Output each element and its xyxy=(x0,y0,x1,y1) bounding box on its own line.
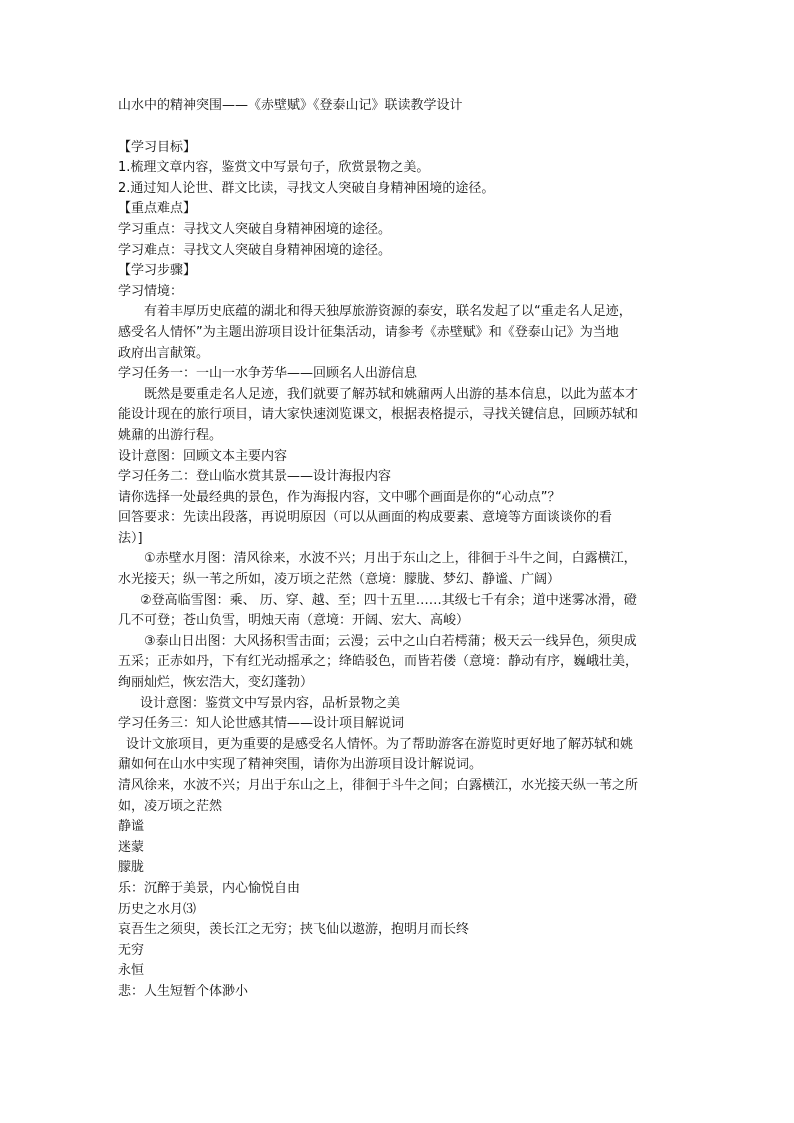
keyword: 无穷 xyxy=(118,942,145,958)
quote-line: 如，凌万顷之茫然 xyxy=(118,798,223,814)
scene-1-line: 水光接天；纵一苇之所如，凌万顷之茫然（意境：朦胧、梦幻、静谧、广阔） xyxy=(118,572,561,588)
quote-line: 清风徐来，水波不兴；月出于东山之上，徘徊于斗牛之间；白露横江，水光接天纵一苇之所 xyxy=(118,778,639,793)
heading-learning-goals: 【学习目标】 xyxy=(118,139,197,155)
heading-learning-steps: 【学习步骤】 xyxy=(118,263,197,279)
task-1-paragraph-line: 姚鼐的出游行程。 xyxy=(118,427,223,443)
scene-1-line: ①赤壁水月图：清风徐来，水波不兴；月出于东山之上，徘徊于斗牛之间，白露横江， xyxy=(144,551,637,567)
design-intent-1: 设计意图：回顾文本主要内容 xyxy=(118,448,288,464)
scene-3-line: ③泰山日出图：大风扬积雪击面；云漫；云中之山白若樗蒲；极天云一线异色，须臾成 xyxy=(144,633,637,649)
keyword: 迷蒙 xyxy=(118,839,145,855)
situation-label: 学习情境： xyxy=(118,283,184,299)
task-2-question: 请你选择一处最经典的景色，作为海报内容，文中哪个画面是你的“心动点”？ xyxy=(118,489,561,505)
situation-paragraph-line: 有着丰厚历史底蕴的湖北和得天独厚旅游资源的泰安，联名发起了以“重走名人足迹， xyxy=(144,304,632,320)
goal-1: 1.梳理文章内容，鉴赏文中写景句子，欣赏景物之美。 xyxy=(118,160,430,176)
scene-2-line: ②登高临雪图：乘、 历、穿、越、至；四十五里……其级七千有余；道中迷雾冰滑，磴 xyxy=(140,592,637,608)
task-2-heading: 学习任务二：登山临水赏其景——设计海报内容 xyxy=(118,469,392,485)
scene-3-line: 五采；正赤如丹，下有红光动摇承之；绛皓驳色，而皆若偻（意境：静动有序，巍峨壮美， xyxy=(118,654,639,670)
emotion-sorrow: 悲：人生短暂个体渺小 xyxy=(118,983,249,999)
emotion-joy: 乐：沉醉于美景，内心愉悦自由 xyxy=(118,880,301,896)
scene-3-line: 绚丽灿烂，恢宏浩大，变幻蓬勃） xyxy=(118,675,314,691)
situation-paragraph-line: 政府出言献策。 xyxy=(118,345,210,361)
keyword: 朦胧 xyxy=(118,860,145,876)
keyword: 永恒 xyxy=(118,963,145,979)
answer-requirement-line: 法）] xyxy=(118,530,143,546)
quote-line: 哀吾生之须臾，羡长江之无穷；挟飞仙以遨游，抱明月而长终 xyxy=(118,922,470,938)
keyword: 静谧 xyxy=(118,819,145,835)
difficult-point: 学习难点：寻找文人突破自身精神困境的途径。 xyxy=(118,242,392,258)
goal-2: 2.通过知人论世、群文比读，寻找文人突破自身精神困境的途径。 xyxy=(118,180,495,196)
task-3-paragraph-line: 设计文旅项目，更为重要的是感受名人情怀。为了帮助游客在游览时更好地了解苏轼和姚 xyxy=(126,736,634,752)
task-3-heading: 学习任务三：知人论世感其情——设计项目解说词 xyxy=(118,716,405,732)
answer-requirement-line: 回答要求：先读出段落，再说明原因（可以从画面的构成要素、意境等方面谈谈你的看 xyxy=(118,510,613,526)
history-water-moon: 历史之水月⑶ xyxy=(118,901,197,917)
situation-paragraph-line: 感受名人情怀”为主题出游项目设计征集活动，请参考《赤壁赋》和《登泰山记》为当地 xyxy=(118,324,619,340)
task-1-heading: 学习任务一：一山一水争芳华——回顾名人出游信息 xyxy=(118,366,418,382)
document-title: 山水中的精神突围——《赤壁赋》《登泰山记》联读教学设计 xyxy=(118,98,463,113)
design-intent-2: 设计意图：鉴赏文中写景内容，品析景物之美 xyxy=(140,695,401,711)
heading-key-points: 【重点难点】 xyxy=(118,201,197,217)
task-3-paragraph-line: 鼐如何在山水中实现了精神突围，请你为出游项目设计解说词。 xyxy=(118,757,483,773)
task-1-paragraph-line: 能设计现在的旅行项目，请大家快速浏览课文，根据表格提示，寻找关键信息，回顾苏轼和 xyxy=(118,407,639,423)
task-1-paragraph-line: 既然是要重走名人足迹，我们就要了解苏轼和姚鼐两人出游的基本信息，以此为蓝本才 xyxy=(144,386,639,402)
scene-2-line: 几不可登；苍山负雪，明烛天南（意境：开阔、宏大、高峻） xyxy=(118,613,470,629)
key-point: 学习重点：寻找文人突破自身精神困境的途径。 xyxy=(118,221,392,237)
document-page xyxy=(118,96,698,1003)
